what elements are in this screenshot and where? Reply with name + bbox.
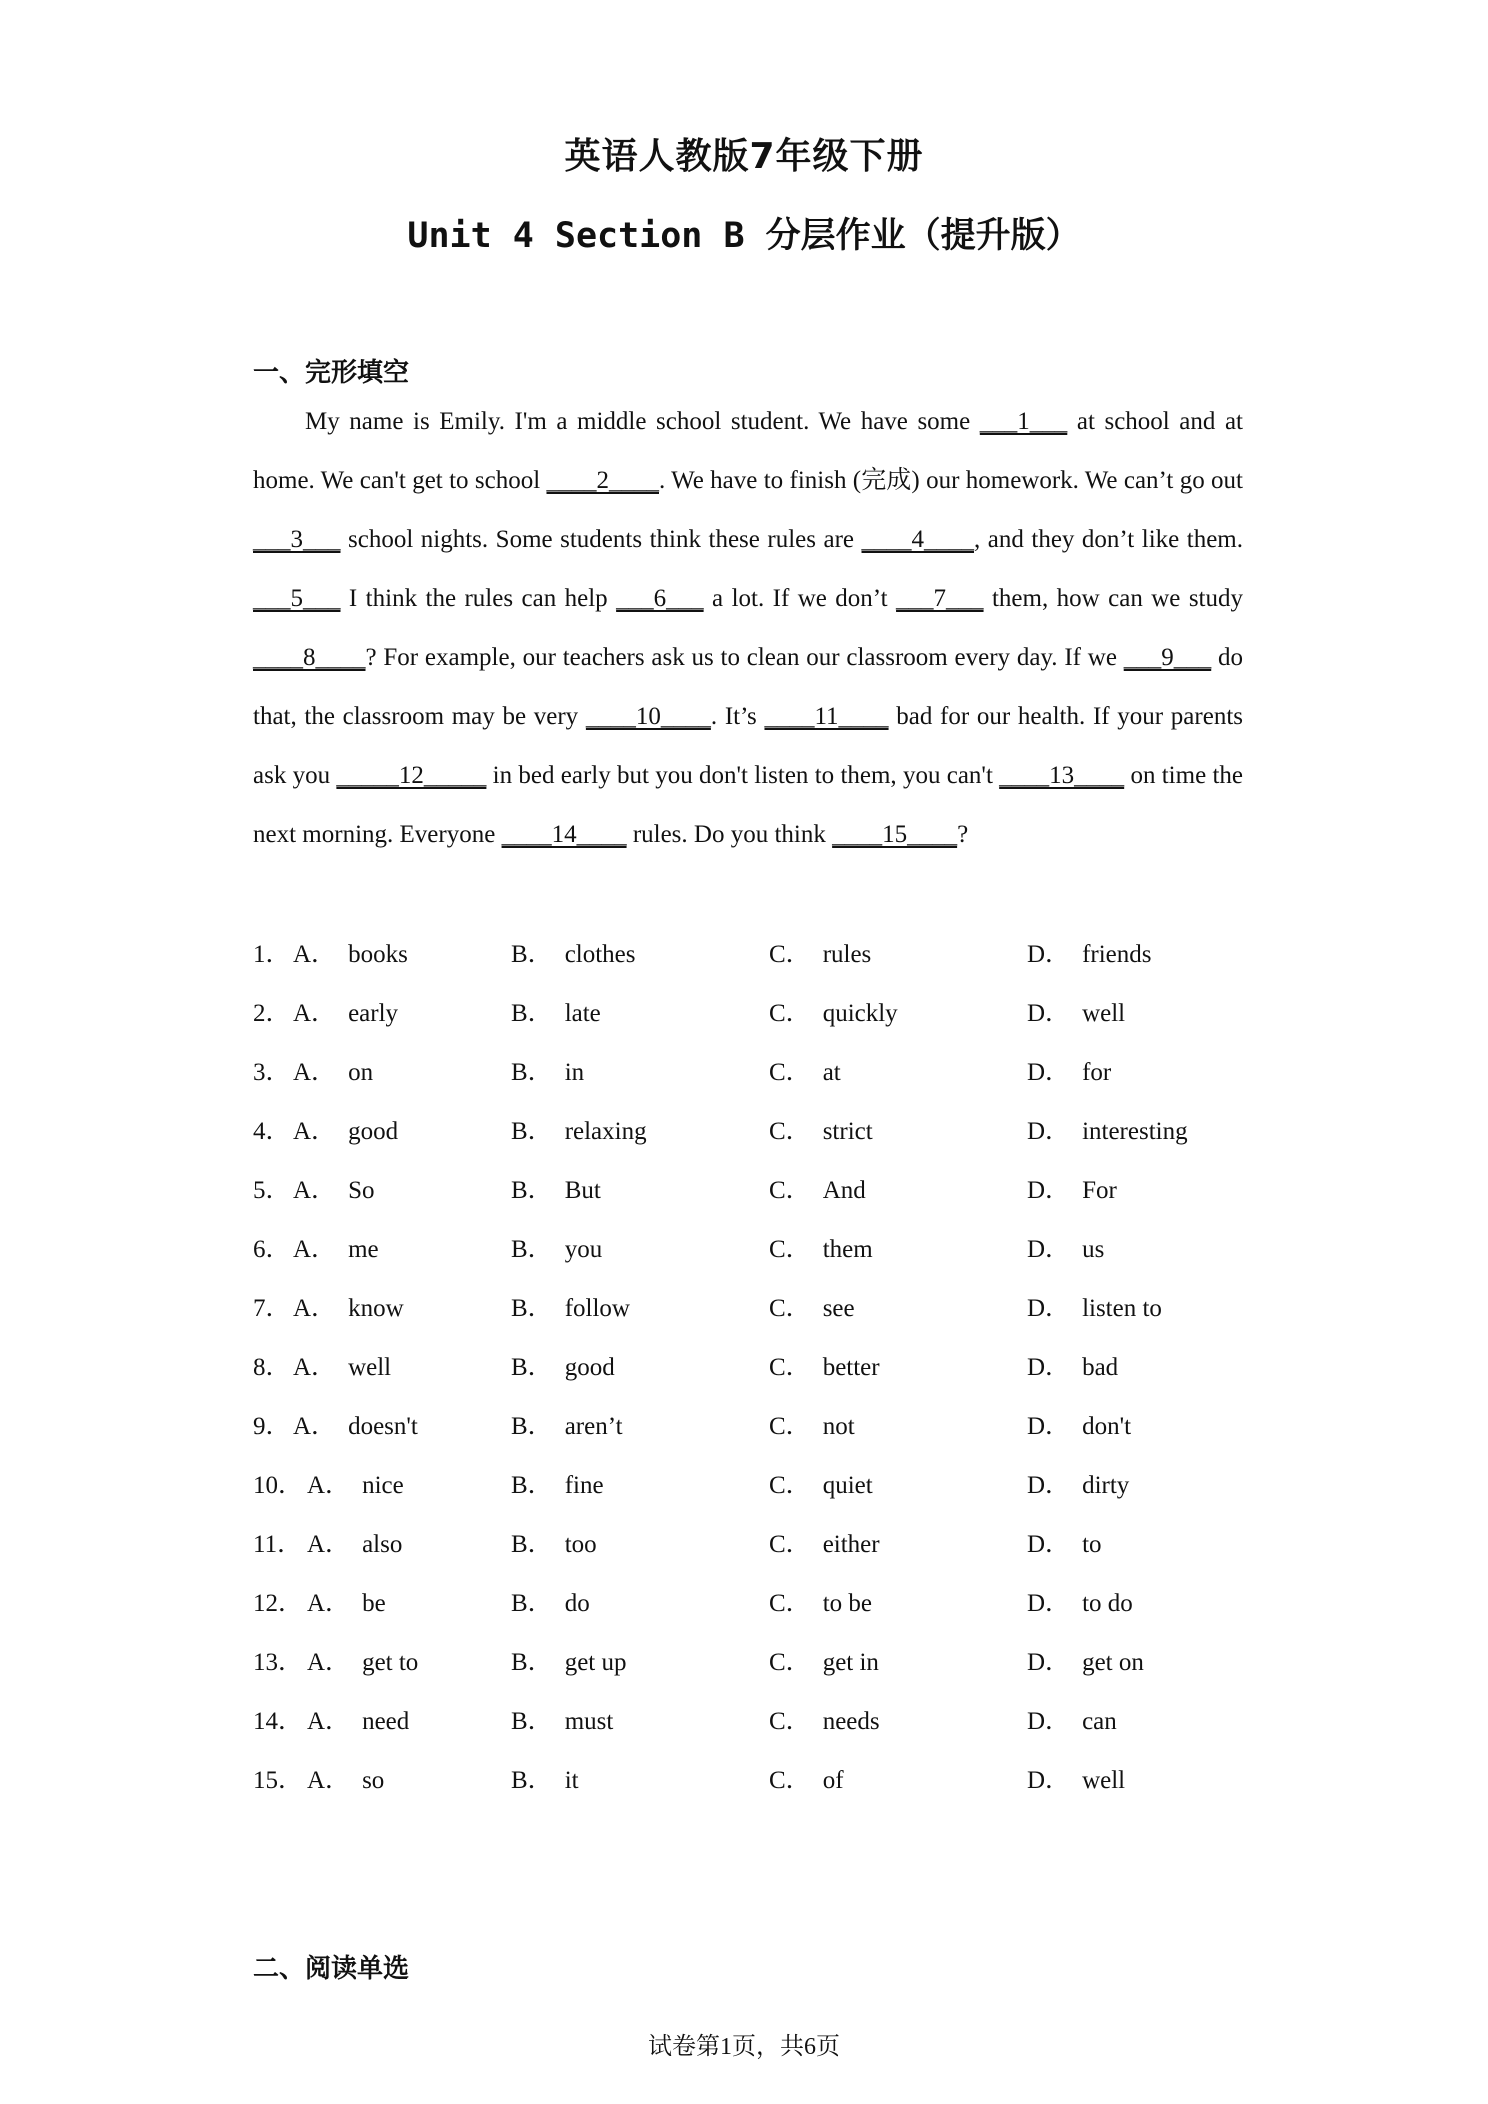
option-c <box>769 1642 879 1678</box>
option-b <box>511 1701 613 1737</box>
passage-text: ? For example, our teachers ask us to clean our classroom every day. If we <box>365 644 1124 671</box>
option-a <box>293 1111 398 1147</box>
option-c <box>769 1170 866 1206</box>
option-letter: C． <box>769 1472 811 1499</box>
option-text: get in <box>822 1649 879 1676</box>
document-title: 英语人教版7年级下册 <box>564 136 924 177</box>
option-letter: B． <box>511 1590 553 1617</box>
question-row <box>253 1156 1253 1215</box>
passage-text: on time the next morning. Everyone <box>253 762 1243 848</box>
option-letter: A． <box>307 1649 351 1676</box>
option-d <box>1027 1406 1131 1442</box>
option-letter: C． <box>769 1059 811 1086</box>
option-a <box>307 1642 418 1678</box>
option-d <box>1027 1642 1144 1678</box>
option-letter: C． <box>769 1354 811 1381</box>
option-letter: C． <box>769 1708 811 1735</box>
option-text: strict <box>822 1118 873 1145</box>
option-letter: C． <box>769 1649 811 1676</box>
option-d <box>1027 1701 1117 1737</box>
cloze-blank: _____12_____ <box>336 762 487 789</box>
option-letter: C． <box>769 1413 811 1440</box>
option-text: need <box>362 1708 410 1735</box>
option-d <box>1027 1229 1104 1265</box>
question-row <box>253 1569 1253 1628</box>
question-number: 9． <box>253 1413 291 1440</box>
cloze-passage <box>253 392 1243 864</box>
option-a <box>293 1288 404 1324</box>
option-letter: A． <box>293 941 337 968</box>
option-letter: C． <box>769 1177 811 1204</box>
option-letter: B． <box>511 1177 553 1204</box>
option-d <box>1027 1583 1133 1619</box>
option-text: friends <box>1082 941 1152 968</box>
option-text: interesting <box>1082 1118 1188 1145</box>
option-c <box>769 1288 855 1324</box>
option-text: either <box>822 1531 880 1558</box>
option-text: fine <box>564 1472 604 1499</box>
question-options-list <box>253 920 1253 1805</box>
option-text: listen to <box>1082 1295 1162 1322</box>
option-letter: A． <box>293 1236 337 1263</box>
option-c <box>769 1052 841 1088</box>
option-letter: A． <box>307 1590 351 1617</box>
option-letter: C． <box>769 1767 811 1794</box>
option-text: do <box>564 1590 590 1617</box>
option-a <box>307 1760 384 1796</box>
section-heading-reading: 二、阅读单选 <box>253 1954 410 1984</box>
option-letter: B． <box>511 1295 553 1322</box>
option-text: good <box>348 1118 399 1145</box>
option-a <box>307 1583 386 1619</box>
option-letter: D． <box>1027 1767 1071 1794</box>
passage-text: at school and at home. We can't get to school <box>253 408 1244 494</box>
option-letter: C． <box>769 941 811 968</box>
option-b <box>511 1406 623 1442</box>
option-letter: A． <box>307 1472 351 1499</box>
option-letter: A． <box>293 1000 337 1027</box>
option-letter: B． <box>511 1767 553 1794</box>
question-row <box>253 1097 1253 1156</box>
passage-text: a lot. If we don’t <box>703 585 897 612</box>
cloze-blank: ____4____ <box>861 526 975 553</box>
cloze-blank: ____8____ <box>253 644 366 671</box>
option-text: so <box>362 1767 385 1794</box>
option-text: you <box>564 1236 603 1263</box>
option-text: can <box>1082 1708 1117 1735</box>
option-text: in <box>564 1059 585 1086</box>
option-letter: D． <box>1027 1531 1071 1558</box>
option-letter: A． <box>293 1059 337 1086</box>
cloze-blank: ____11____ <box>764 703 889 730</box>
question-row <box>253 920 1253 979</box>
option-d <box>1027 934 1151 970</box>
option-b <box>511 993 601 1029</box>
option-a <box>293 1170 374 1206</box>
section-heading-cloze: 一、完形填空 <box>253 358 410 388</box>
option-c <box>769 1465 873 1501</box>
option-text: get to <box>362 1649 419 1676</box>
option-text: know <box>348 1295 404 1322</box>
cloze-blank: ____10____ <box>585 703 711 730</box>
option-text: them <box>822 1236 873 1263</box>
option-text: doesn't <box>348 1413 418 1440</box>
option-letter: A． <box>293 1118 337 1145</box>
option-text: well <box>1082 1000 1126 1027</box>
option-text: late <box>564 1000 601 1027</box>
question-row <box>253 1746 1253 1805</box>
option-text: to be <box>822 1590 872 1617</box>
option-c <box>769 1111 873 1147</box>
option-text: needs <box>822 1708 880 1735</box>
option-text: better <box>822 1354 880 1381</box>
option-text: But <box>564 1177 601 1204</box>
option-text: books <box>348 941 408 968</box>
option-a <box>307 1701 409 1737</box>
option-text: be <box>362 1590 386 1617</box>
option-d <box>1027 993 1125 1029</box>
cloze-blank: ____15____ <box>832 821 958 848</box>
option-letter: D． <box>1027 1118 1071 1145</box>
option-text: not <box>822 1413 855 1440</box>
option-text: get on <box>1082 1649 1144 1676</box>
question-number: 4． <box>253 1118 291 1145</box>
option-a <box>293 934 408 970</box>
option-letter: D． <box>1027 1649 1071 1676</box>
option-b <box>511 1347 615 1383</box>
option-text: And <box>822 1177 866 1204</box>
option-letter: D． <box>1027 1236 1071 1263</box>
cloze-blank: ____2____ <box>546 467 659 494</box>
option-b <box>511 1760 579 1796</box>
option-d <box>1027 1052 1111 1088</box>
option-c <box>769 1347 880 1383</box>
cloze-blank: ___1___ <box>979 408 1068 435</box>
option-letter: A． <box>293 1413 337 1440</box>
passage-text: them, how can we study <box>983 585 1244 612</box>
passage-text: ? <box>957 821 969 848</box>
option-a <box>293 993 398 1029</box>
option-a <box>293 1347 391 1383</box>
option-letter: D． <box>1027 1708 1071 1735</box>
option-text: me <box>348 1236 379 1263</box>
option-letter: A． <box>307 1531 351 1558</box>
option-text: get up <box>564 1649 627 1676</box>
option-d <box>1027 1760 1125 1796</box>
passage-text: in bed early but you don't listen to them, you can't <box>486 762 1000 789</box>
option-letter: D． <box>1027 941 1071 968</box>
option-letter: D． <box>1027 1472 1071 1499</box>
option-b <box>511 1229 602 1265</box>
option-letter: A． <box>293 1177 337 1204</box>
passage-text: . We have to finish (完成) our homework. We can’t go out <box>659 467 1243 494</box>
option-letter: B． <box>511 1118 553 1145</box>
question-row <box>253 1510 1253 1569</box>
option-letter: C． <box>769 1531 811 1558</box>
option-text: follow <box>564 1295 630 1322</box>
option-letter: C． <box>769 1590 811 1617</box>
option-letter: A． <box>293 1295 337 1322</box>
question-row <box>253 1628 1253 1687</box>
option-text: relaxing <box>564 1118 647 1145</box>
option-text: well <box>348 1354 392 1381</box>
question-number: 12． <box>253 1590 304 1617</box>
option-letter: A． <box>307 1708 351 1735</box>
option-text: aren’t <box>564 1413 623 1440</box>
option-c <box>769 993 898 1029</box>
question-row <box>253 1333 1253 1392</box>
option-letter: B． <box>511 1531 553 1558</box>
option-text: to <box>1082 1531 1102 1558</box>
option-d <box>1027 1170 1117 1206</box>
passage-text: rules. Do you think <box>626 821 833 848</box>
option-letter: D． <box>1027 1059 1071 1086</box>
option-text: dirty <box>1082 1472 1130 1499</box>
option-text: don't <box>1082 1413 1132 1440</box>
cloze-blank: ___9___ <box>1123 644 1212 671</box>
option-letter: D． <box>1027 1000 1071 1027</box>
option-text: too <box>564 1531 597 1558</box>
question-row <box>253 1687 1253 1746</box>
option-text: well <box>1082 1767 1126 1794</box>
option-a <box>293 1052 373 1088</box>
option-text: early <box>348 1000 399 1027</box>
option-letter: B． <box>511 1413 553 1440</box>
option-a <box>293 1406 418 1442</box>
option-text: also <box>362 1531 403 1558</box>
question-number: 3． <box>253 1059 291 1086</box>
option-text: see <box>822 1295 855 1322</box>
option-d <box>1027 1288 1162 1324</box>
option-letter: C． <box>769 1295 811 1322</box>
option-a <box>307 1465 404 1501</box>
option-b <box>511 1288 630 1324</box>
option-letter: B． <box>511 1472 553 1499</box>
option-letter: D． <box>1027 1354 1071 1381</box>
cloze-blank: ____13____ <box>999 762 1125 789</box>
question-number: 2． <box>253 1000 291 1027</box>
option-b <box>511 1465 604 1501</box>
option-b <box>511 1052 584 1088</box>
option-letter: B． <box>511 1000 553 1027</box>
option-letter: B． <box>511 1354 553 1381</box>
passage-text: I think the rules can help <box>340 585 617 612</box>
question-row <box>253 1392 1253 1451</box>
option-d <box>1027 1111 1188 1147</box>
option-text: us <box>1082 1236 1105 1263</box>
option-d <box>1027 1524 1102 1560</box>
question-row <box>253 1274 1253 1333</box>
question-number: 11． <box>253 1531 303 1558</box>
option-text: So <box>348 1177 375 1204</box>
option-text: of <box>822 1767 844 1794</box>
option-a <box>293 1229 379 1265</box>
option-c <box>769 1583 872 1619</box>
option-letter: B． <box>511 1649 553 1676</box>
option-b <box>511 1170 601 1206</box>
passage-text: My name is Emily. I'm a middle school student. We have some <box>305 408 980 435</box>
option-b <box>511 1642 626 1678</box>
option-letter: D． <box>1027 1295 1071 1322</box>
option-b <box>511 934 636 970</box>
option-c <box>769 934 871 970</box>
option-c <box>769 1229 873 1265</box>
question-number: 5． <box>253 1177 291 1204</box>
option-text: quickly <box>822 1000 898 1027</box>
option-d <box>1027 1347 1118 1383</box>
document-subtitle: Unit 4 Section B 分层作业（提升版） <box>407 216 1081 256</box>
option-letter: B． <box>511 941 553 968</box>
option-text: it <box>564 1767 579 1794</box>
question-number: 13． <box>253 1649 304 1676</box>
option-text: bad <box>1082 1354 1119 1381</box>
option-letter: D． <box>1027 1590 1071 1617</box>
cloze-blank: ___3___ <box>253 526 341 553</box>
question-number: 7． <box>253 1295 291 1322</box>
option-b <box>511 1583 590 1619</box>
option-text: For <box>1082 1177 1117 1204</box>
passage-text: , and they don’t like them. <box>974 526 1244 553</box>
passage-text: . It’s <box>710 703 765 730</box>
option-a <box>307 1524 402 1560</box>
question-row <box>253 979 1253 1038</box>
option-c <box>769 1760 844 1796</box>
option-d <box>1027 1465 1129 1501</box>
option-text: to do <box>1082 1590 1133 1617</box>
option-b <box>511 1111 647 1147</box>
option-letter: A． <box>293 1354 337 1381</box>
question-number: 10． <box>253 1472 304 1499</box>
question-number: 14． <box>253 1708 304 1735</box>
option-letter: D． <box>1027 1177 1071 1204</box>
cloze-blank: ___5___ <box>253 585 341 612</box>
option-letter: C． <box>769 1236 811 1263</box>
cloze-blank: ___6___ <box>616 585 704 612</box>
option-letter: B． <box>511 1059 553 1086</box>
option-text: for <box>1082 1059 1112 1086</box>
option-letter: C． <box>769 1000 811 1027</box>
option-letter: B． <box>511 1236 553 1263</box>
option-text: must <box>564 1708 614 1735</box>
question-number: 6． <box>253 1236 291 1263</box>
option-c <box>769 1524 880 1560</box>
option-letter: B． <box>511 1708 553 1735</box>
option-text: quiet <box>822 1472 873 1499</box>
option-text: nice <box>362 1472 404 1499</box>
option-text: rules <box>822 941 872 968</box>
option-text: good <box>564 1354 615 1381</box>
passage-text: school nights. Some students think these rules are <box>340 526 862 553</box>
question-number: 1． <box>253 941 291 968</box>
question-number: 8． <box>253 1354 291 1381</box>
option-c <box>769 1701 880 1737</box>
passage-paragraph <box>253 392 1243 864</box>
question-row <box>253 1451 1253 1510</box>
question-row <box>253 1215 1253 1274</box>
option-c <box>769 1406 855 1442</box>
passage-text: do that, the classroom may be very <box>253 644 1244 730</box>
cloze-blank: ___7___ <box>896 585 984 612</box>
question-row <box>253 1038 1253 1097</box>
question-number: 15． <box>253 1767 304 1794</box>
page-footer: 试卷第1页，共6页 <box>648 2034 840 2060</box>
option-text: at <box>822 1059 841 1086</box>
option-letter: A． <box>307 1767 351 1794</box>
option-letter: D． <box>1027 1413 1071 1440</box>
cloze-blank: ____14____ <box>501 821 627 848</box>
option-letter: C． <box>769 1118 811 1145</box>
option-text: clothes <box>564 941 636 968</box>
passage-text: bad for our health. If your parents ask you <box>253 703 1243 789</box>
option-text: on <box>348 1059 374 1086</box>
option-b <box>511 1524 597 1560</box>
